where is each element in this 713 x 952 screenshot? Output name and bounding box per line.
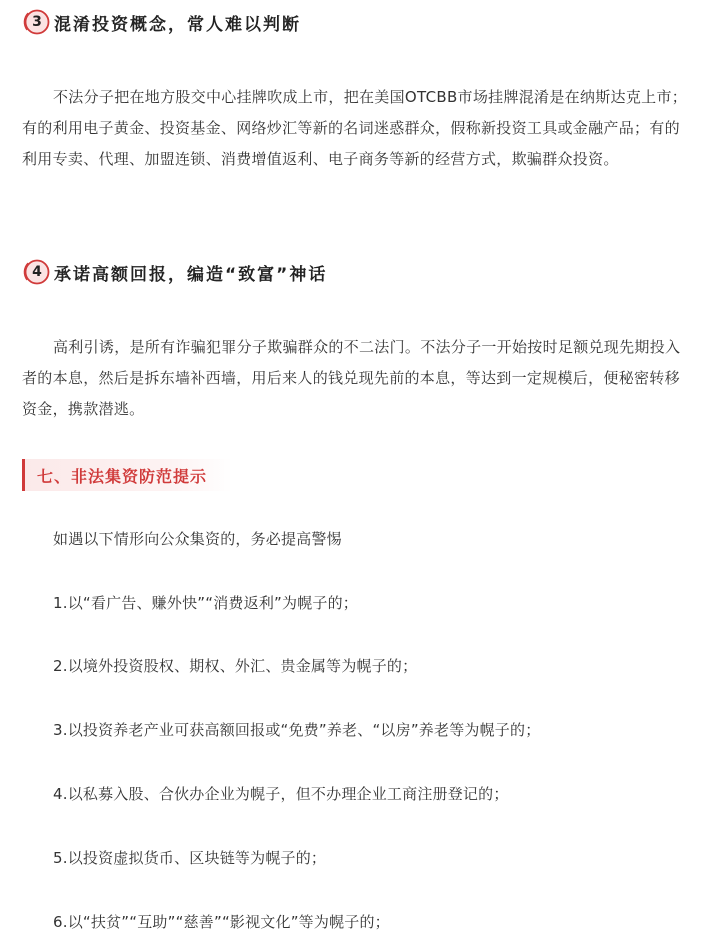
badge-number: 3 [32,14,42,30]
heading-4 [22,252,327,292]
number-badge-icon [22,7,52,37]
list-item: 1.以“看广告、赚外快”“消费返利”为幌子的； [53,594,358,612]
list-item: 3.以投资养老产业可获高额回报或“免费”养老、“以房”养老等为幌子的； [53,721,541,739]
list-item: 5.以投资虚拟货币、区块链等为幌子的； [53,849,327,867]
list-item: 4.以私募入股、合伙办企业为幌子，但不办理企业工商注册登记的； [53,785,509,803]
list-item: 2.以境外投资股权、期权、外汇、贵金属等为幌子的； [53,657,418,675]
number-badge-icon [22,257,52,287]
heading-title: 混淆投资概念，常人难以判断 [54,14,301,35]
section-title-text: 七、非法集资防范提示 [37,466,208,486]
section-title [22,459,232,491]
heading-title: 承诺高额回报，编造“致富”神话 [54,264,328,285]
intro-text: 如遇以下情形向公众集资的，务必提高警惕 [53,530,342,548]
heading-3 [22,2,301,42]
paragraph-investment-confusion: 不法分子把在地方股交中心挂牌吹成上市，把在美国OTCBB市场挂牌混淆是在纳斯达克上市；有的利用电子黄金、投资基金、网络炒汇等新的名词迷惑群众，假称新投资工具或金融产品；有的利用专卖、代理、加盟连锁、消费增值返利、电子商务等新的经营方式，欺骗群众投资。 [22,88,688,168]
list-item: 6.以“扶贫”“互助”“慈善”“影视文化”等为幌子的； [53,913,390,931]
paragraph-high-returns: 高利引诱，是所有诈骗犯罪分子欺骗群众的不二法门。不法分子一开始按时足额兑现先期投入者的本息，然后是拆东墙补西墙，用后来人的钱兑现先前的本息，等达到一定规模后，便秘密转移资金，携款潜逃。 [22,338,681,418]
badge-number: 4 [32,264,42,280]
